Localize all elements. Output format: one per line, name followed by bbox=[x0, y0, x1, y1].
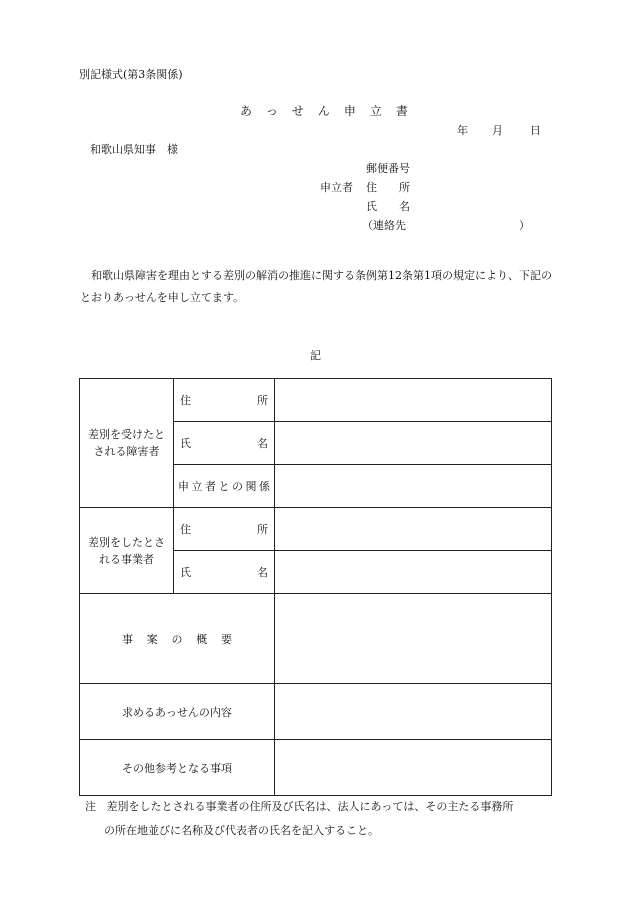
year-label: 年 bbox=[457, 124, 468, 137]
record-mark: 記 bbox=[310, 349, 321, 362]
business-group-text: 差別をしたとされる事業者 bbox=[88, 535, 165, 566]
business-name-label: 氏 名 bbox=[174, 551, 275, 594]
day-label: 日 bbox=[530, 124, 541, 137]
business-address-field[interactable] bbox=[275, 508, 552, 551]
case-summary-field[interactable] bbox=[275, 594, 552, 684]
requested-mediation-field[interactable] bbox=[275, 684, 552, 740]
table-row bbox=[80, 740, 552, 796]
applicant-address-label-1: 住 bbox=[366, 181, 377, 194]
other-matters-label: その他参考となる事項 bbox=[80, 740, 275, 796]
business-group-label bbox=[80, 508, 174, 594]
contact-open: （連絡先 bbox=[362, 219, 406, 232]
other-matters-field[interactable] bbox=[275, 740, 552, 796]
applicant-address-label-2: 所 bbox=[399, 181, 410, 194]
business-name-field[interactable] bbox=[275, 551, 552, 594]
applicant-role-label: 申立者 bbox=[320, 181, 353, 194]
applicant-name-label-1: 氏 bbox=[366, 200, 377, 213]
mediation-form-table bbox=[79, 378, 552, 796]
table-row bbox=[80, 379, 552, 422]
month-label: 月 bbox=[492, 124, 503, 137]
applicant-name-label-2: 名 bbox=[399, 200, 410, 213]
table-row bbox=[80, 684, 552, 740]
form-reference: 別記様式(第3条関係) bbox=[79, 68, 183, 81]
body-paragraph: 和歌山県障害を理由とする差別の解消の推進に関する条例第12条第1項の規定により、下記のとおりあっせんを申し立てます。 bbox=[80, 269, 552, 304]
requested-mediation-label: 求めるあっせんの内容 bbox=[80, 684, 275, 740]
postal-code-label: 郵便番号 bbox=[366, 162, 410, 175]
document-title: あっせん申立書 bbox=[240, 104, 422, 118]
victim-address-label: 住 所 bbox=[174, 379, 275, 422]
table-row bbox=[80, 508, 552, 551]
note-line-2: の所在地並びに名称及び代表者の氏名を記入すること。 bbox=[104, 824, 379, 837]
victim-group-label bbox=[80, 379, 174, 508]
note-label: 注 bbox=[85, 800, 96, 813]
case-summary-label: 事 案 の 概 要 bbox=[80, 594, 275, 684]
victim-group-text: 差別を受けたとされる障害者 bbox=[88, 428, 165, 458]
business-address-label: 住 所 bbox=[174, 508, 275, 551]
victim-relation-field[interactable] bbox=[275, 465, 552, 508]
contact-close: ） bbox=[519, 219, 530, 232]
note-line-1: 差別をしたとされる事業者の住所及び氏名は、法人にあっては、その主たる事務所 bbox=[106, 800, 514, 813]
table-row bbox=[80, 594, 552, 684]
victim-name-label: 氏 名 bbox=[174, 422, 275, 465]
addressee: 和歌山県知事 様 bbox=[90, 143, 178, 156]
footnote bbox=[85, 795, 555, 843]
victim-relation-label: 申 立 者 と の 関 係 bbox=[174, 465, 275, 508]
victim-address-field[interactable] bbox=[275, 379, 552, 422]
victim-name-field[interactable] bbox=[275, 422, 552, 465]
